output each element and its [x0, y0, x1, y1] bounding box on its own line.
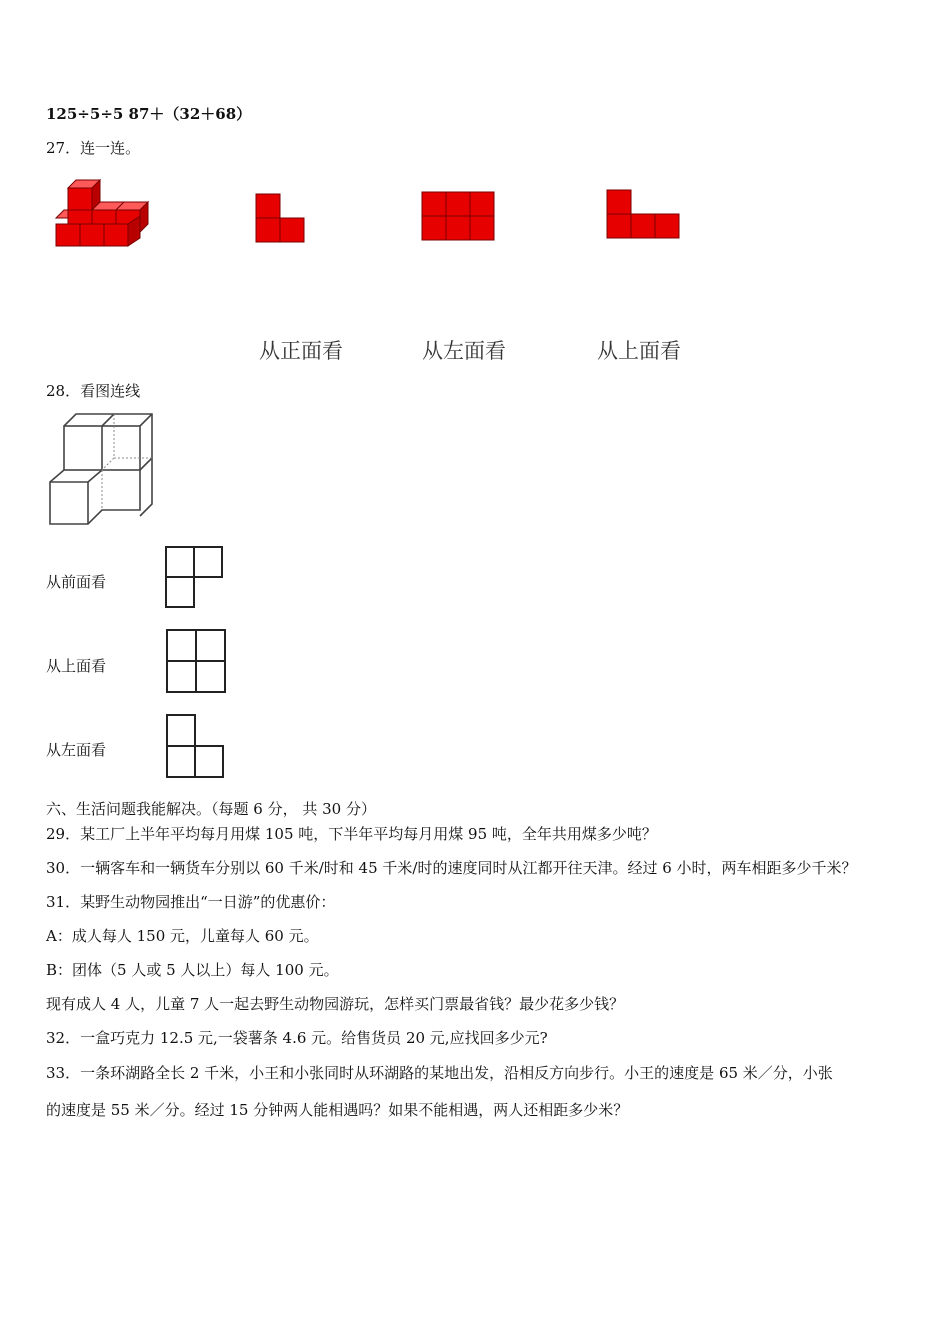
wireframe-cube-figure: [46, 410, 158, 528]
question-29: 29．某工厂上半年平均每月用煤 105 吨，下半年平均每月用煤 95 吨，全年共用煤多少吨？: [46, 825, 657, 843]
red-view-shape-c: [605, 188, 681, 242]
section-6-heading: 六、生活问题我能解决。（每题 6 分， 共 30 分）: [46, 800, 376, 818]
q28-view-shape-top: [164, 627, 228, 695]
q28-label-left: 从左面看: [46, 741, 107, 759]
question-27: 27．连一连。: [46, 139, 141, 157]
question-31-question: 现有成人 4 人，儿童 7 人一起去野生动物园游玩，怎样买门票最省钱？最少花多少钱？: [46, 995, 625, 1013]
question-31-option-a: A：成人每人 150 元，儿童每人 60 元。: [46, 927, 319, 945]
red-view-shape-a: [254, 192, 306, 244]
red-view-shape-b: [420, 190, 496, 244]
question-31: 31．某野生动物园推出“一日游”的优惠价：: [46, 893, 336, 911]
q28-label-front: 从前面看: [46, 573, 107, 591]
expression-line: 125÷5÷5 87＋（32＋68）: [46, 105, 252, 123]
question-33-line1: 33．一条环湖路全长 2 千米，小王和小张同时从环湖路的某地出发，沿相反方向步行。小王的速度是 65 米／分，小张: [46, 1064, 833, 1082]
q28-view-shape-front: [163, 544, 225, 610]
q28-view-shape-left: [164, 712, 226, 780]
question-30: 30．一辆客车和一辆货车分别以 60 千米/时和 45 千米/时的速度同时从江都开往天津。经过 6 小时，两车相距多少千米？: [46, 859, 857, 877]
view-label-front: 从正面看: [259, 339, 343, 363]
view-label-top: 从上面看: [597, 339, 681, 363]
q28-label-top: 从上面看: [46, 657, 107, 675]
question-31-option-b: B：团体（5 人或 5 人以上）每人 100 元。: [46, 961, 339, 979]
question-32: 32．一盒巧克力 12.5 元,一袋薯条 4.6 元。给售货员 20 元,应找回多少元?: [46, 1029, 548, 1047]
red-cube-3d-figure: [52, 178, 150, 250]
view-label-left: 从左面看: [422, 339, 506, 363]
question-28: 28．看图连线: [46, 382, 141, 400]
question-33-line2: 的速度是 55 米／分。经过 15 分钟两人能相遇吗？如果不能相遇，两人还相距多少米？: [46, 1101, 629, 1119]
